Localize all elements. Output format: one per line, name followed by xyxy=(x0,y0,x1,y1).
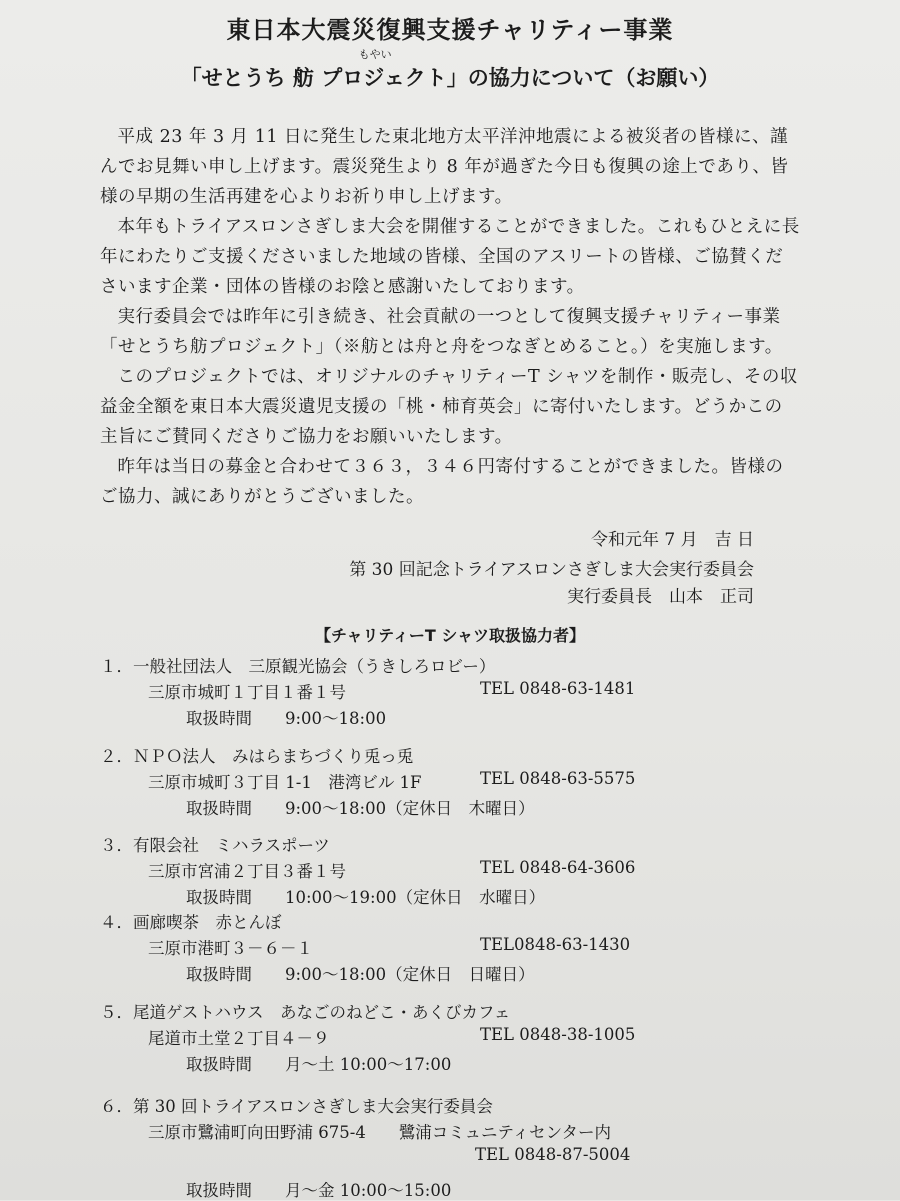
subtitle-part-1: 「せとうち xyxy=(180,66,293,90)
subtitle-kanji: 舫 xyxy=(292,66,314,90)
entry-hours: 取扱時間 9:00～18:00 xyxy=(186,709,387,728)
list-heading: 【チャリティーT シャツ取扱協力者】 xyxy=(314,626,586,645)
entry-name: １．一般社団法人 三原観光協会（うきしろロビー） xyxy=(100,657,496,676)
issue-date: 令和元年 7 月 吉 日 xyxy=(590,530,754,550)
chairman-name: 実行委員長 山本 正司 xyxy=(567,587,754,607)
subtitle-part-2: プロジェクト」の協力について（お願い） xyxy=(313,66,720,90)
entry-tel: TEL 0848-38-1005 xyxy=(480,1025,636,1044)
body-text xyxy=(100,122,800,512)
entry-name: ６．第 30 回トライアスロンさぎしま大会実行委員会 xyxy=(100,1097,493,1116)
organization-name: 第 30 回記念トライアスロンさぎしま大会実行委員会 xyxy=(349,560,754,580)
entry-name: ５．尾道ゲストハウス あなごのねどこ・あくびカフェ xyxy=(100,1003,511,1022)
subtitle-ruby: もやい xyxy=(358,48,392,61)
entry-tel: TEL 0848-63-1481 xyxy=(480,679,636,698)
paragraph-2: 本年もトライアスロンさぎしま大会を開催することができました。これもひとえに長年にわたりご支援くださいました地域の皆様、全国のアスリートの皆様、ご協賛くださいます企業・団体の皆様のお陰と感謝いたしております。 xyxy=(100,217,800,297)
entry-address: 尾道市土堂２丁目４－９ xyxy=(148,1029,330,1048)
entry-name: ４．画廊喫茶 赤とんぼ xyxy=(100,913,282,932)
paragraph-5: 昨年は当日の募金と合わせて３６３，３４６円寄付することができました。皆様のご協力、誠にありがとうございました。 xyxy=(100,457,784,507)
entry-address: 三原市鷺浦町向田野浦 675-4 鷺浦コミュニティセンター内 xyxy=(148,1123,612,1142)
entry-tel: TEL 0848-87-5004 xyxy=(475,1145,631,1164)
paragraph-1: 平成 23 年 3 月 11 日に発生した東北地方太平洋沖地震による被災者の皆様に、謹んでお見舞い申し上げます。震災発生より 8 年が過ぎた今日も復興の途上であり、皆様の早期の生活再建を心よりお祈り申し上げます。 xyxy=(100,127,789,207)
paragraph-4: このプロジェクトでは、オリジナルのチャリティーT シャツを制作・販売し、その収益金全額を東日本大震災遺児支援の「桃・柿育英会」に寄付いたします。どうかこの主旨にご賛同くださりご協力をお願いいたします。 xyxy=(100,367,798,447)
paragraph-3: 実行委員会では昨年に引き続き、社会貢献の一つとして復興支援チャリティー事業「せとうち舫プロジェクト」（※舫とは舟と舟をつなぎとめること。）を実施します。 xyxy=(100,307,783,357)
entry-hours: 取扱時間 月～金 10:00～15:00 xyxy=(186,1181,452,1200)
entry-address: 三原市宮浦２丁目３番１号 xyxy=(148,862,346,881)
entry-tel: TEL0848-63-1430 xyxy=(480,935,631,954)
entry-address: 三原市港町３－６－１ xyxy=(148,939,313,958)
entry-address: 三原市城町１丁目１番１号 xyxy=(148,683,346,702)
entry-name: ３．有限会社 ミハラスポーツ xyxy=(100,836,330,855)
document-title: 東日本大震災復興支援チャリティー事業 xyxy=(226,16,674,44)
entry-hours: 取扱時間 10:00～19:00（定休日 水曜日） xyxy=(186,888,546,907)
entry-tel: TEL 0848-63-5575 xyxy=(480,769,636,788)
entry-address: 三原市城町３丁目 1-1 港湾ビル 1F xyxy=(148,773,422,792)
entry-name: ２．ＮＰＯ法人 みはらまちづくり兎っ兎 xyxy=(100,747,414,766)
subtitle-container xyxy=(0,48,900,92)
entry-tel: TEL 0848-64-3606 xyxy=(480,858,636,877)
entry-hours: 取扱時間 9:00～18:00（定休日 日曜日） xyxy=(186,965,535,984)
entry-hours: 取扱時間 9:00～18:00（定休日 木曜日） xyxy=(186,799,535,818)
entry-hours: 取扱時間 月～土 10:00～17:00 xyxy=(186,1055,452,1074)
document-subtitle xyxy=(180,48,720,92)
